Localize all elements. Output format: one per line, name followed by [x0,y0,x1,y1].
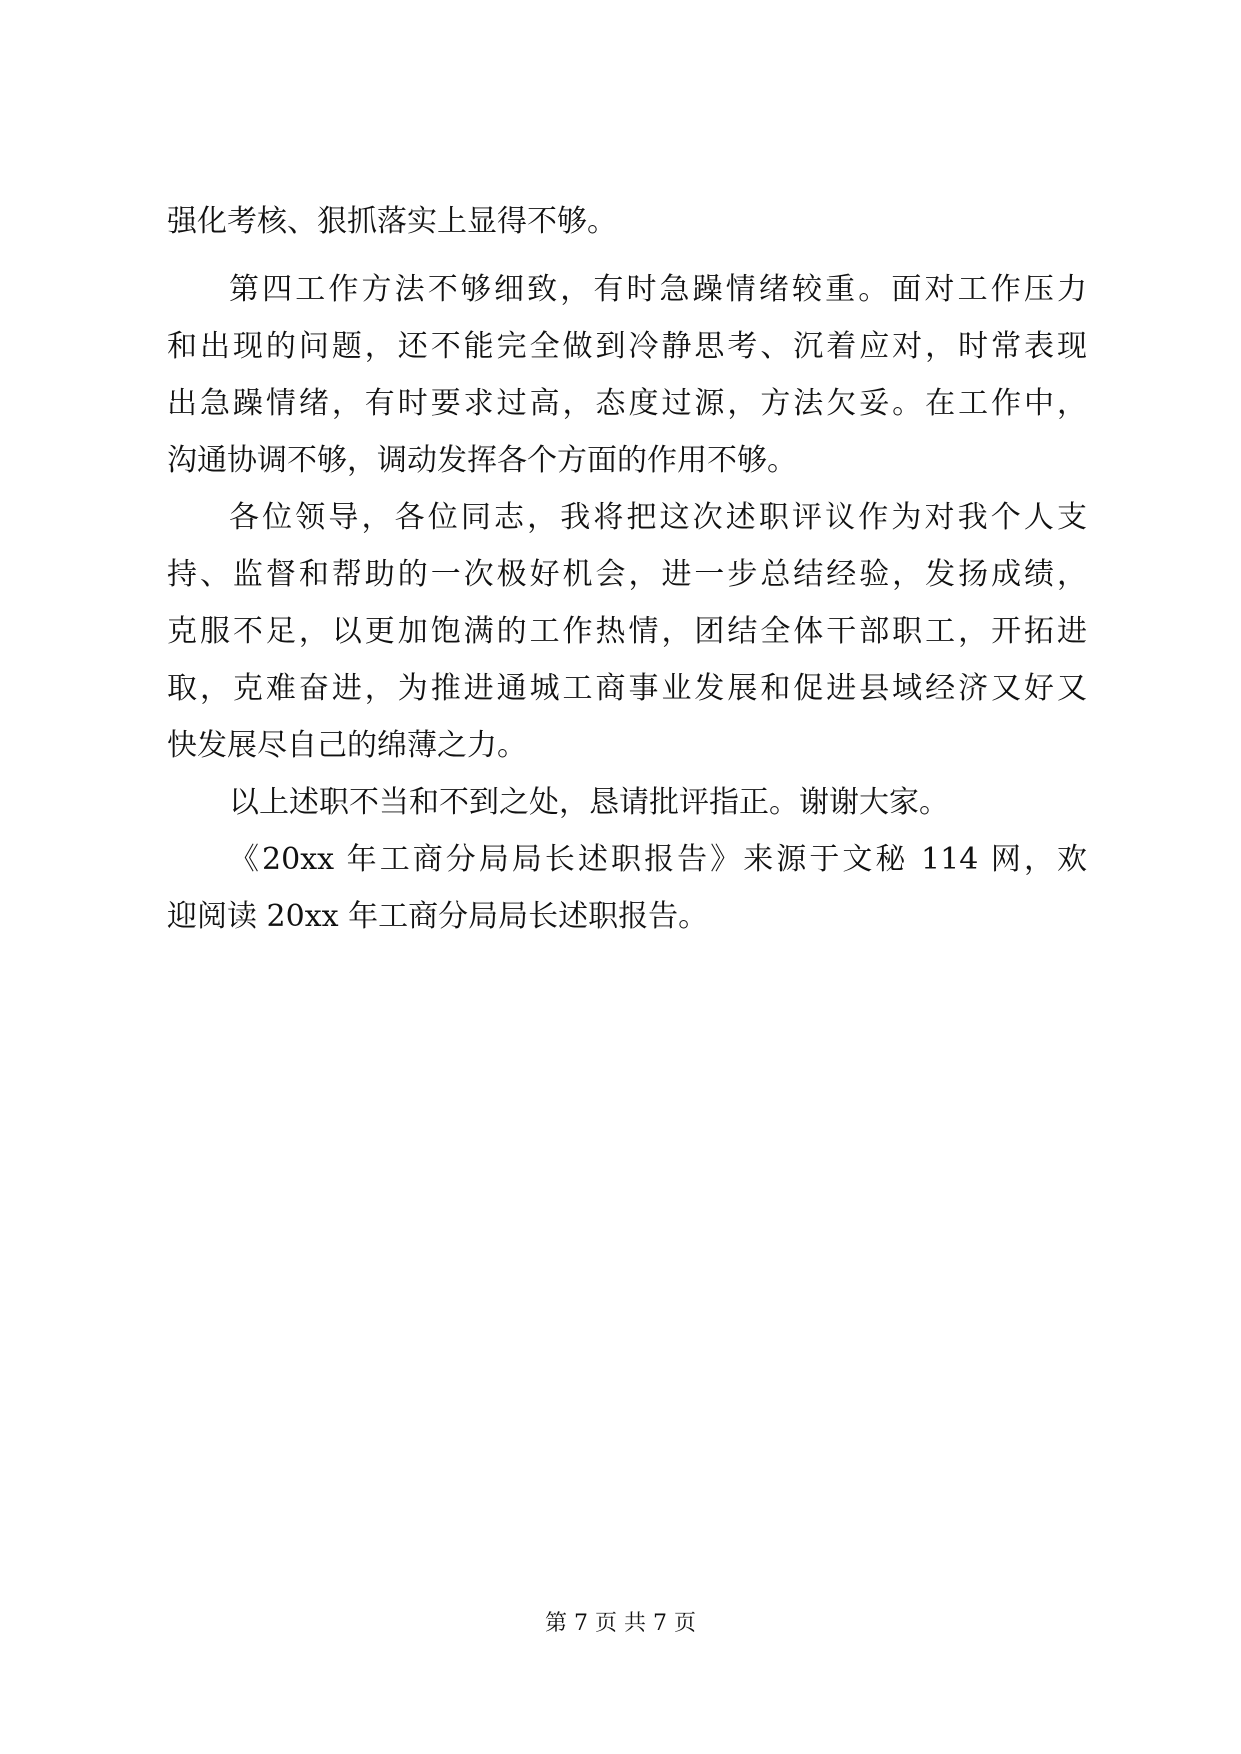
paragraph-line: 取，克难奋进，为推进通城工商事业发展和促进县域经济又好又 [167,671,1087,706]
page-number-footer: 第 7 页 共 7 页 [545,1611,696,1636]
paragraph-line: 各位领导，各位同志，我将把这次述职评议作为对我个人支 [229,500,1087,535]
paragraph-line: 强化考核、狠抓落实上显得不够。 [167,204,617,239]
paragraph-line: 以上述职不当和不到之处，恳请批评指正。谢谢大家。 [229,785,949,820]
paragraph-line: 迎阅读 20xx 年工商分局局长述职报告。 [167,899,709,934]
paragraph-line: 克服不足，以更加饱满的工作热情，团结全体干部职工，开拓进 [167,614,1087,649]
paragraph-line: 持、监督和帮助的一次极好机会，进一步总结经验，发扬成绩， [167,557,1087,592]
paragraph-line: 出急躁情绪，有时要求过高，态度过源，方法欠妥。在工作中， [167,386,1087,421]
paragraph-line: 和出现的问题，还不能完全做到冷静思考、沉着应对，时常表现 [167,329,1087,364]
paragraph-line: 《20xx 年工商分局局长述职报告》来源于文秘 114 网，欢 [229,842,1087,877]
paragraph-line: 沟通协调不够，调动发挥各个方面的作用不够。 [167,443,797,478]
paragraph-line: 快发展尽自己的绵薄之力。 [167,728,527,763]
paragraph-line: 第四工作方法不够细致，有时急躁情绪较重。面对工作压力 [229,272,1087,307]
